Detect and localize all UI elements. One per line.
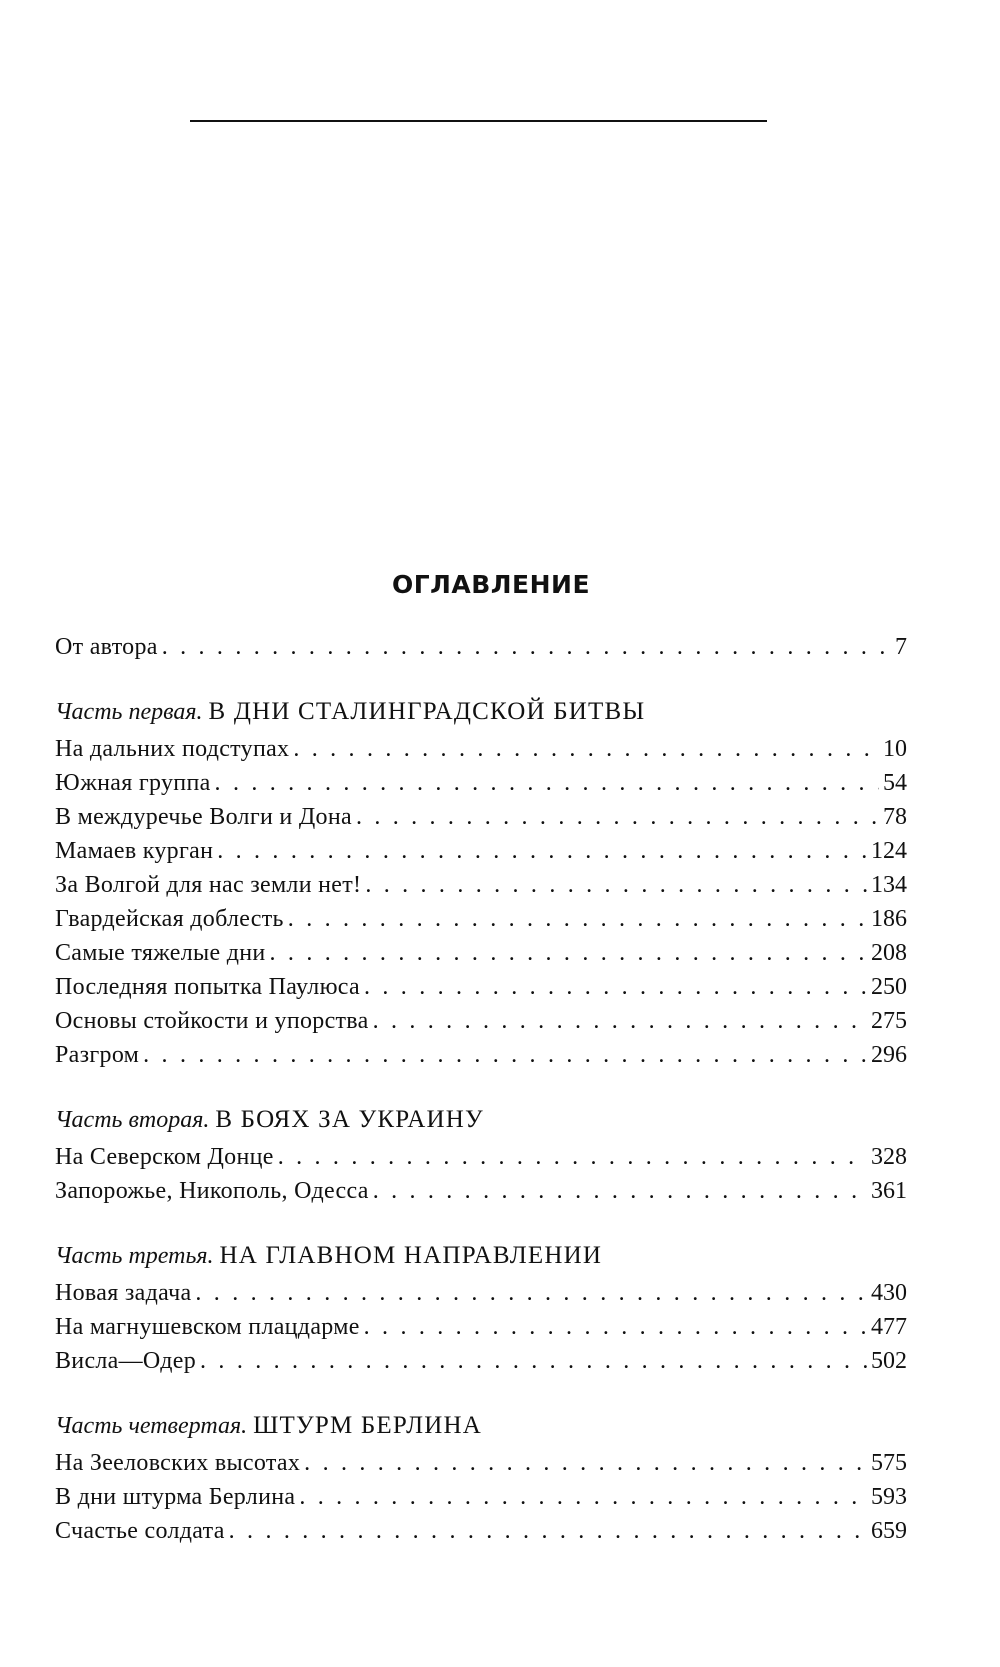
part-label: Часть третья. xyxy=(55,1243,214,1269)
dot-leader xyxy=(270,936,867,970)
toc-entry-page: 477 xyxy=(871,1314,907,1340)
toc-entry-page: 502 xyxy=(871,1348,907,1374)
toc-entry-label: Мамаев курган xyxy=(55,838,214,864)
table-of-contents xyxy=(55,566,907,1548)
part-entries xyxy=(55,1446,907,1548)
toc-entry-page: 124 xyxy=(871,838,907,864)
dot-leader xyxy=(215,766,879,800)
toc-entry-page: 328 xyxy=(871,1144,907,1170)
top-divider-rule xyxy=(190,120,767,122)
toc-entry[interactable] xyxy=(55,766,907,800)
toc-entry-page: 134 xyxy=(871,872,907,898)
toc-entry[interactable] xyxy=(55,868,907,902)
part-label: Часть вторая. xyxy=(55,1107,210,1133)
toc-entry-label: Основы стойкости и упорства xyxy=(55,1008,369,1034)
toc-entry-page: 54 xyxy=(883,770,907,796)
toc-entry[interactable] xyxy=(55,936,907,970)
toc-entry-page: 7 xyxy=(895,634,907,660)
dot-leader xyxy=(217,834,867,868)
toc-entry[interactable] xyxy=(55,1276,907,1310)
dot-leader xyxy=(200,1344,867,1378)
dot-leader xyxy=(288,902,867,936)
toc-entry-page: 361 xyxy=(871,1178,907,1204)
toc-entry-page: 10 xyxy=(883,736,907,762)
part-entries xyxy=(55,732,907,1072)
toc-title: ОГЛАВЛЕНИЕ xyxy=(391,570,591,599)
dot-leader xyxy=(373,1004,867,1038)
toc-entry[interactable] xyxy=(55,1038,907,1072)
toc-entry-intro[interactable] xyxy=(55,630,907,664)
part-label: Часть четвертая. xyxy=(55,1413,248,1439)
part-heading xyxy=(55,1102,907,1138)
toc-entry[interactable] xyxy=(55,834,907,868)
toc-entry-label: На дальних подступах xyxy=(55,736,290,762)
toc-entry-label: От автора xyxy=(55,634,158,660)
toc-entry[interactable] xyxy=(55,1514,907,1548)
toc-entry[interactable] xyxy=(55,800,907,834)
part-title: В ДНИ СТАЛИНГРАДСКОЙ БИТВЫ xyxy=(208,698,646,725)
dot-leader xyxy=(365,868,867,902)
toc-entry-label: Гвардейская доблесть xyxy=(55,906,284,932)
toc-entry-label: В междуречье Волги и Дона xyxy=(55,804,352,830)
toc-entry[interactable] xyxy=(55,902,907,936)
dot-leader xyxy=(304,1446,867,1480)
toc-entry-label: На Северском Донце xyxy=(55,1144,274,1170)
dot-leader xyxy=(356,800,879,834)
part-heading xyxy=(55,1238,907,1274)
toc-entry-page: 186 xyxy=(871,906,907,932)
dot-leader xyxy=(195,1276,867,1310)
toc-entry-page: 208 xyxy=(871,940,907,966)
toc-entry-page: 250 xyxy=(871,974,907,1000)
toc-entry-label: Самые тяжелые дни xyxy=(55,940,266,966)
part-title: В БОЯХ ЗА УКРАИНУ xyxy=(215,1106,484,1133)
toc-entry[interactable] xyxy=(55,1174,907,1208)
toc-entry[interactable] xyxy=(55,1344,907,1378)
toc-entry-page: 78 xyxy=(883,804,907,830)
toc-entry[interactable] xyxy=(55,732,907,766)
part-title: НА ГЛАВНОМ НАПРАВЛЕНИИ xyxy=(219,1242,603,1269)
toc-entry[interactable] xyxy=(55,970,907,1004)
toc-entry[interactable] xyxy=(55,1004,907,1038)
toc-entry-page: 296 xyxy=(871,1042,907,1068)
toc-entry-page: 593 xyxy=(871,1484,907,1510)
toc-entry-label: Запорожье, Никополь, Одесса xyxy=(55,1178,369,1204)
toc-entry-label: Разгром xyxy=(55,1042,140,1068)
part-title: ШТУРМ БЕРЛИНА xyxy=(253,1412,483,1439)
dot-leader xyxy=(373,1174,867,1208)
toc-entry-page: 659 xyxy=(871,1518,907,1544)
dot-leader xyxy=(364,970,867,1004)
toc-entry-label: На магнушевском плацдарме xyxy=(55,1314,360,1340)
toc-entry-page: 575 xyxy=(871,1450,907,1476)
dot-leader xyxy=(229,1514,867,1548)
toc-entry[interactable] xyxy=(55,1480,907,1514)
toc-entry[interactable] xyxy=(55,1310,907,1344)
toc-entry-label: Висла—Одер xyxy=(55,1348,197,1374)
toc-parts xyxy=(55,664,907,1548)
part-label: Часть первая. xyxy=(55,699,203,725)
part-heading xyxy=(55,1408,907,1444)
dot-leader xyxy=(293,732,879,766)
toc-entry-label: За Волгой для нас земли нет! xyxy=(55,872,362,898)
dot-leader xyxy=(364,1310,867,1344)
part-entries xyxy=(55,1276,907,1378)
toc-entry-label: В дни штурма Берлина xyxy=(55,1484,296,1510)
part-entries xyxy=(55,1140,907,1208)
toc-entry-label: Южная группа xyxy=(55,770,211,796)
toc-entry[interactable] xyxy=(55,1446,907,1480)
dot-leader xyxy=(162,630,891,664)
toc-entry[interactable] xyxy=(55,1140,907,1174)
toc-entry-label: Последняя попытка Паулюса xyxy=(55,974,360,1000)
toc-entry-label: На Зееловских высотах xyxy=(55,1450,301,1476)
dot-leader xyxy=(143,1038,867,1072)
toc-entry-page: 275 xyxy=(871,1008,907,1034)
toc-entry-page: 430 xyxy=(871,1280,907,1306)
toc-entry-label: Счастье солдата xyxy=(55,1518,225,1544)
dot-leader xyxy=(278,1140,867,1174)
dot-leader xyxy=(299,1480,867,1514)
toc-entry-label: Новая задача xyxy=(55,1280,192,1306)
part-heading xyxy=(55,694,907,730)
